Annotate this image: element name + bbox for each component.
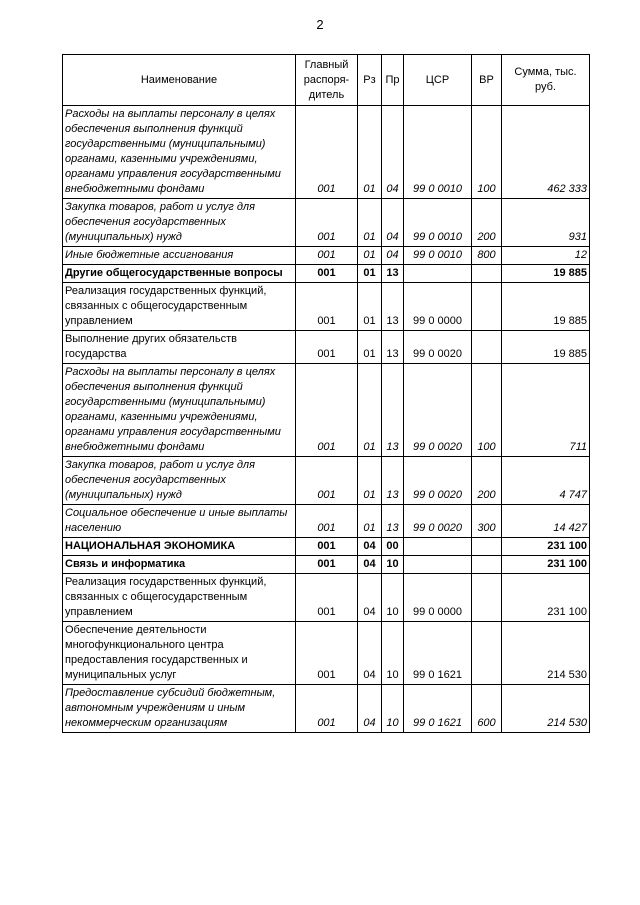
cell-manager: 001 — [296, 106, 358, 199]
table-row — [63, 574, 590, 622]
cell-manager: 001 — [296, 199, 358, 247]
cell-name: Иные бюджетные ассигнования — [63, 247, 296, 265]
cell-csr: 99 0 1621 — [404, 622, 472, 685]
cell-name: Социальное обеспечение и иные выплаты населению — [63, 505, 296, 538]
cell-pr: 13 — [382, 283, 404, 331]
cell-rz: 04 — [358, 574, 382, 622]
table-row — [63, 685, 590, 733]
cell-csr: 99 0 0000 — [404, 283, 472, 331]
cell-csr: 99 0 1621 — [404, 685, 472, 733]
cell-pr: 13 — [382, 505, 404, 538]
header-sum: Сумма, тыс. руб. — [502, 55, 590, 106]
page-number: 2 — [316, 17, 324, 32]
cell-vr: 200 — [472, 199, 502, 247]
cell-sum: 19 885 — [502, 283, 590, 331]
cell-sum: 214 530 — [502, 622, 590, 685]
cell-csr: 99 0 0020 — [404, 505, 472, 538]
cell-name: НАЦИОНАЛЬНАЯ ЭКОНОМИКА — [63, 538, 296, 556]
cell-rz: 01 — [358, 247, 382, 265]
budget-table — [62, 54, 590, 733]
cell-csr — [404, 265, 472, 283]
table-row — [63, 283, 590, 331]
cell-sum: 19 885 — [502, 331, 590, 364]
cell-rz: 01 — [358, 505, 382, 538]
cell-rz: 01 — [358, 457, 382, 505]
table-row — [63, 505, 590, 538]
header-manager: Главный распоря-дитель — [296, 55, 358, 106]
cell-name: Реализация государственных функций, связанных с общегосударственным управлением — [63, 283, 296, 331]
cell-manager: 001 — [296, 265, 358, 283]
cell-sum: 711 — [502, 364, 590, 457]
cell-csr: 99 0 0010 — [404, 247, 472, 265]
cell-pr: 13 — [382, 457, 404, 505]
header-vr: ВР — [472, 55, 502, 106]
cell-sum: 4 747 — [502, 457, 590, 505]
cell-name: Расходы на выплаты персоналу в целях обеспечения выполнения функций государственными (муниципальными) органами, казенными учреждениями, органами управления государственными внебюджетными фондами — [63, 106, 296, 199]
cell-pr: 04 — [382, 199, 404, 247]
cell-manager: 001 — [296, 505, 358, 538]
cell-sum: 14 427 — [502, 505, 590, 538]
table-row — [63, 247, 590, 265]
cell-vr — [472, 283, 502, 331]
table-row — [63, 265, 590, 283]
cell-manager: 001 — [296, 283, 358, 331]
cell-pr: 13 — [382, 265, 404, 283]
cell-pr: 04 — [382, 247, 404, 265]
cell-csr: 99 0 0020 — [404, 457, 472, 505]
cell-csr: 99 0 0010 — [404, 106, 472, 199]
cell-rz: 01 — [358, 199, 382, 247]
cell-sum: 231 100 — [502, 574, 590, 622]
cell-pr: 10 — [382, 556, 404, 574]
cell-manager: 001 — [296, 538, 358, 556]
cell-vr — [472, 622, 502, 685]
cell-pr: 10 — [382, 622, 404, 685]
cell-csr — [404, 538, 472, 556]
cell-rz: 04 — [358, 622, 382, 685]
cell-name: Другие общегосударственные вопросы — [63, 265, 296, 283]
cell-vr — [472, 538, 502, 556]
cell-manager: 001 — [296, 622, 358, 685]
table-row — [63, 331, 590, 364]
table-row — [63, 622, 590, 685]
cell-pr: 10 — [382, 574, 404, 622]
cell-name: Выполнение других обязательств государства — [63, 331, 296, 364]
header-rz: Рз — [358, 55, 382, 106]
table-row — [63, 364, 590, 457]
cell-name: Связь и информатика — [63, 556, 296, 574]
cell-rz: 01 — [358, 106, 382, 199]
cell-pr: 13 — [382, 331, 404, 364]
cell-rz: 01 — [358, 283, 382, 331]
cell-manager: 001 — [296, 574, 358, 622]
cell-name: Закупка товаров, работ и услуг для обеспечения государственных (муниципальных) нужд — [63, 199, 296, 247]
cell-name: Закупка товаров, работ и услуг для обеспечения государственных (муниципальных) нужд — [63, 457, 296, 505]
cell-csr: 99 0 0000 — [404, 574, 472, 622]
cell-sum: 19 885 — [502, 265, 590, 283]
cell-vr: 800 — [472, 247, 502, 265]
cell-manager: 001 — [296, 331, 358, 364]
cell-vr — [472, 265, 502, 283]
cell-rz: 04 — [358, 556, 382, 574]
cell-csr: 99 0 0020 — [404, 364, 472, 457]
cell-pr: 04 — [382, 106, 404, 199]
header-pr: Пр — [382, 55, 404, 106]
cell-pr: 13 — [382, 364, 404, 457]
cell-rz: 01 — [358, 265, 382, 283]
cell-name: Предоставление субсидий бюджетным, автономным учреждениям и иным некоммерческим организациям — [63, 685, 296, 733]
cell-manager: 001 — [296, 247, 358, 265]
cell-rz: 04 — [358, 538, 382, 556]
cell-csr — [404, 556, 472, 574]
cell-sum: 931 — [502, 199, 590, 247]
table-row — [63, 457, 590, 505]
table-row — [63, 556, 590, 574]
cell-sum: 462 333 — [502, 106, 590, 199]
cell-vr: 600 — [472, 685, 502, 733]
cell-manager: 001 — [296, 457, 358, 505]
cell-sum: 12 — [502, 247, 590, 265]
cell-vr: 300 — [472, 505, 502, 538]
cell-sum: 231 100 — [502, 556, 590, 574]
cell-rz: 01 — [358, 331, 382, 364]
table-row — [63, 538, 590, 556]
cell-manager: 001 — [296, 364, 358, 457]
cell-name: Обеспечение деятельности многофункционального центра предоставления государственных и муниципальных услуг — [63, 622, 296, 685]
cell-manager: 001 — [296, 556, 358, 574]
header-csr: ЦСР — [404, 55, 472, 106]
cell-rz: 04 — [358, 685, 382, 733]
table-row — [63, 106, 590, 199]
cell-sum: 214 530 — [502, 685, 590, 733]
cell-rz: 01 — [358, 364, 382, 457]
cell-csr: 99 0 0010 — [404, 199, 472, 247]
cell-sum: 231 100 — [502, 538, 590, 556]
cell-vr — [472, 331, 502, 364]
cell-vr: 100 — [472, 364, 502, 457]
cell-csr: 99 0 0020 — [404, 331, 472, 364]
cell-vr — [472, 556, 502, 574]
cell-pr: 10 — [382, 685, 404, 733]
cell-pr: 00 — [382, 538, 404, 556]
table-row — [63, 199, 590, 247]
cell-vr: 200 — [472, 457, 502, 505]
header-name: Наименование — [63, 55, 296, 106]
cell-vr — [472, 574, 502, 622]
cell-name: Реализация государственных функций, связанных с общегосударственным управлением — [63, 574, 296, 622]
cell-manager: 001 — [296, 685, 358, 733]
table-header-row — [63, 55, 590, 106]
cell-name: Расходы на выплаты персоналу в целях обеспечения выполнения функций государственными (муниципальными) органами, казенными учреждениями, органами управления государственными внебюджетными фондами — [63, 364, 296, 457]
cell-vr: 100 — [472, 106, 502, 199]
